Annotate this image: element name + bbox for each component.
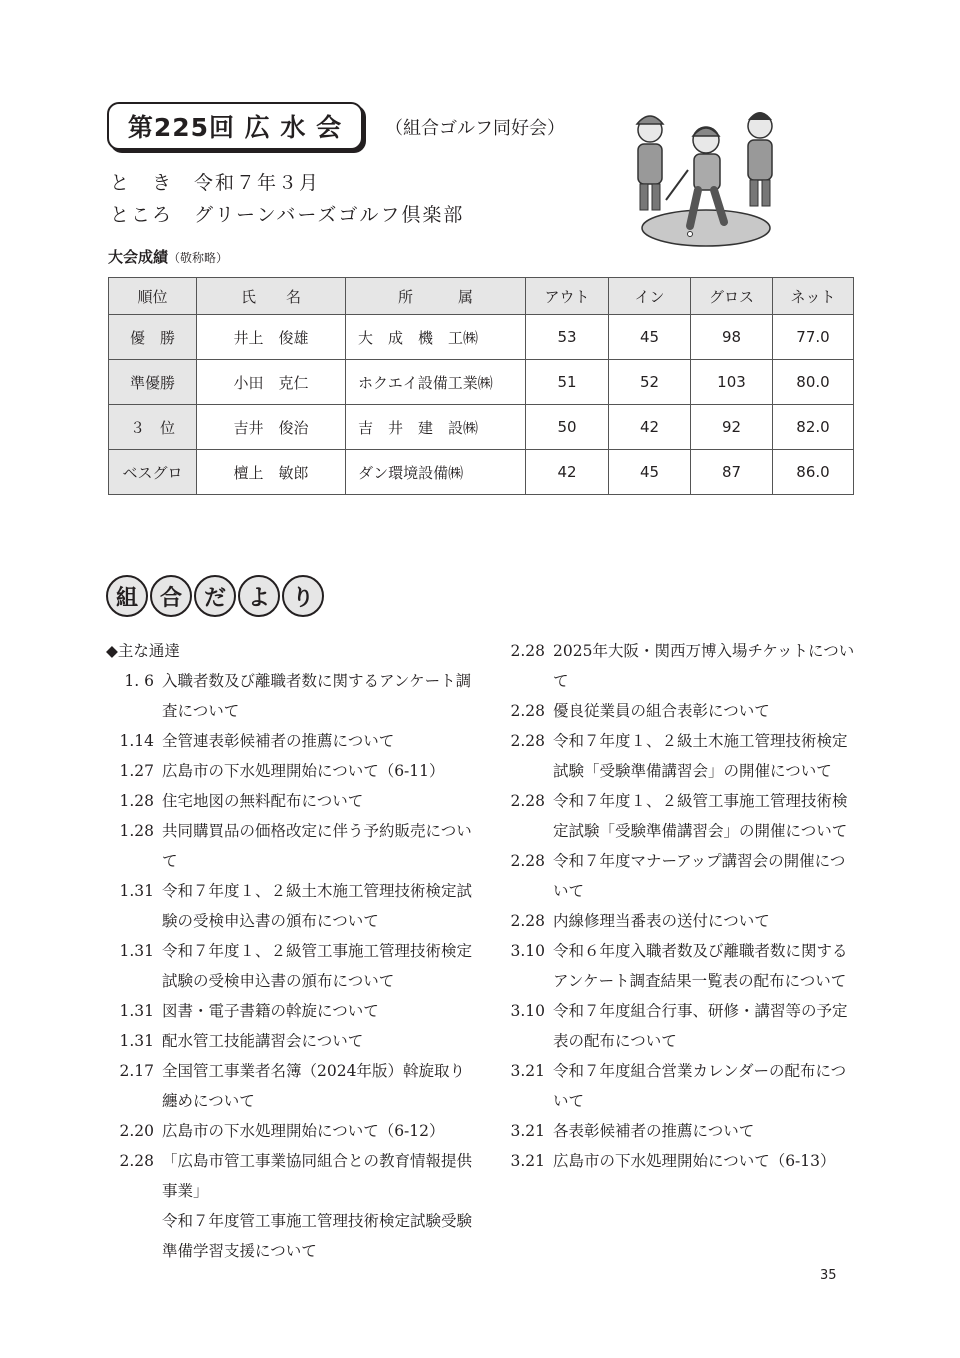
list-item <box>106 936 476 996</box>
section-title-char: り <box>282 575 324 617</box>
org-cell: 吉 井 建 設㈱ <box>346 405 526 450</box>
table-row <box>109 405 854 450</box>
golf-illustration-icon <box>628 100 778 250</box>
list-item <box>106 1146 476 1206</box>
column-header: ネット <box>773 278 854 315</box>
list-item <box>106 786 476 816</box>
gross-cell: 87 <box>691 450 773 495</box>
notice-date: 1.31 <box>119 882 154 900</box>
org-cell: ホクエイ設備工業㈱ <box>346 360 526 405</box>
notice-date <box>106 1206 162 1266</box>
list-item <box>497 936 857 996</box>
notice-date: 1.28 <box>119 792 154 810</box>
notice-text: 各表彰候補者の推薦について <box>553 1122 755 1140</box>
name-cell: 小田 克仁 <box>197 360 346 405</box>
table-row <box>109 315 854 360</box>
out-cell: 53 <box>526 315 609 360</box>
notice-date: 2.28 <box>510 702 545 720</box>
list-item <box>106 666 476 726</box>
where-label: ところ <box>110 204 174 226</box>
notice-text: 令和７年度組合行事、研修・講習等の予定表の配布について <box>553 1002 848 1050</box>
notice-text: 広島市の下水処理開始について（6-12） <box>162 1122 445 1140</box>
in-cell: 52 <box>609 360 691 405</box>
notice-text: 広島市の下水処理開始について（6-11） <box>162 762 445 780</box>
list-item <box>497 726 857 786</box>
rank-cell: ３ 位 <box>109 405 197 450</box>
when-label: と き <box>110 172 174 194</box>
notices-left-column <box>106 636 476 1266</box>
notice-text: 令和７年度１、２級管工事施工管理技術検定試験「受験準備講習会」の開催について <box>553 792 848 840</box>
org-cell: ダン環境設備㈱ <box>346 450 526 495</box>
results-table <box>108 277 854 495</box>
notice-date: 1.31 <box>119 942 154 960</box>
list-item <box>106 726 476 756</box>
list-item <box>106 1056 476 1116</box>
table-row <box>109 450 854 495</box>
notice-date: 2.28 <box>510 852 545 870</box>
notice-date: 2.28 <box>510 642 545 660</box>
notice-date: 3.21 <box>510 1062 545 1080</box>
notice-text: 令和７年度１、２級管工事施工管理技術検定試験の受検申込書の頒布について <box>162 942 473 990</box>
list-item <box>106 816 476 876</box>
list-item <box>106 1206 476 1266</box>
where-value: グリーンバーズゴルフ倶楽部 <box>194 204 465 226</box>
out-cell: 51 <box>526 360 609 405</box>
page-subtitle: （組合ゴルフ同好会） <box>385 118 565 139</box>
page-title: 第225回 広 水 会 <box>107 102 363 150</box>
results-heading-text: 大会成績 <box>108 248 169 266</box>
list-item <box>106 876 476 936</box>
section-title-char: よ <box>238 575 280 617</box>
column-header: 所 属 <box>346 278 526 315</box>
notice-text: 優良従業員の組合表彰について <box>553 702 770 720</box>
list-item <box>497 786 857 846</box>
list-item <box>497 696 857 726</box>
notice-text: 令和７年度１、２級土木施工管理技術検定試験「受験準備講習会」の開催について <box>553 732 848 780</box>
notice-text: 住宅地図の無料配布について <box>162 792 364 810</box>
notice-date: 2.20 <box>119 1122 154 1140</box>
table-row <box>109 360 854 405</box>
section-title <box>106 575 324 617</box>
list-item <box>497 846 857 906</box>
in-cell: 42 <box>609 405 691 450</box>
list-heading: ◆主な通達 <box>106 642 180 660</box>
notice-date: 2.17 <box>119 1062 154 1080</box>
notice-date: 1.31 <box>119 1032 154 1050</box>
net-cell: 82.0 <box>773 405 854 450</box>
column-header: アウト <box>526 278 609 315</box>
event-date <box>110 168 320 195</box>
column-header: イン <box>609 278 691 315</box>
list-item <box>497 1056 857 1116</box>
org-cell: 大 成 機 工㈱ <box>346 315 526 360</box>
notice-date: 2.28 <box>510 792 545 810</box>
rank-cell: 準優勝 <box>109 360 197 405</box>
net-cell: 80.0 <box>773 360 854 405</box>
notice-text: 内線修理当番表の送付について <box>553 912 770 930</box>
section-title-char: 合 <box>150 575 192 617</box>
list-item <box>497 636 857 696</box>
notice-text: 共同購買品の価格改定に伴う予約販売について <box>162 822 472 870</box>
gross-cell: 98 <box>691 315 773 360</box>
notice-text: 2025年大阪・関西万博入場チケットについて <box>553 642 855 690</box>
rank-cell: ベスグロ <box>109 450 197 495</box>
notice-date: 2.28 <box>510 732 545 750</box>
when-value: 令和７年３月 <box>194 172 321 194</box>
notice-text: 広島市の下水処理開始について（6-13） <box>553 1152 836 1170</box>
notice-date: 1. 6 <box>124 672 154 690</box>
notice-date: 3.21 <box>510 1122 545 1140</box>
list-item <box>106 1116 476 1146</box>
table-header-row <box>109 278 854 315</box>
notice-text: 全管連表彰候補者の推薦について <box>162 732 395 750</box>
notice-date: 1.14 <box>119 732 154 750</box>
section-title-char: だ <box>194 575 236 617</box>
page-number: 35 <box>820 1268 837 1283</box>
notice-date: 3.10 <box>510 1002 545 1020</box>
results-note: （敬称略） <box>168 251 229 265</box>
notice-date: 1.27 <box>119 762 154 780</box>
notice-date: 3.10 <box>510 942 545 960</box>
notices-right-column <box>497 636 857 1176</box>
in-cell: 45 <box>609 450 691 495</box>
list-item <box>106 996 476 1026</box>
net-cell: 77.0 <box>773 315 854 360</box>
notice-text: 令和７年度マナーアップ講習会の開催について <box>553 852 846 900</box>
gross-cell: 92 <box>691 405 773 450</box>
notice-text: 図書・電子書籍の斡旋について <box>162 1002 379 1020</box>
list-item <box>497 1146 857 1176</box>
notice-date: 1.31 <box>119 1002 154 1020</box>
notice-text: 令和７年度１、２級土木施工管理技術検定試験の受検申込書の頒布について <box>162 882 473 930</box>
list-item <box>106 756 476 786</box>
name-cell: 檀上 敏郎 <box>197 450 346 495</box>
notice-text: 令和６年度入職者数及び離職者数に関するアンケート調査結果一覧表の配布について <box>553 942 848 990</box>
list-item <box>106 1026 476 1056</box>
notice-text: 入職者数及び離職者数に関するアンケート調査について <box>162 672 472 720</box>
event-place <box>110 200 464 227</box>
list-item <box>497 1116 857 1146</box>
name-cell: 井上 俊雄 <box>197 315 346 360</box>
in-cell: 45 <box>609 315 691 360</box>
notice-date: 2.28 <box>510 912 545 930</box>
rank-cell: 優 勝 <box>109 315 197 360</box>
name-cell: 吉井 俊治 <box>197 405 346 450</box>
notice-text: 「広島市管工事業協同組合との教育情報提供事業」 <box>162 1152 473 1200</box>
net-cell: 86.0 <box>773 450 854 495</box>
column-header: 氏 名 <box>197 278 346 315</box>
notice-text: 令和７年度管工事施工管理技術検定試験受験準備学習支援について <box>162 1212 473 1260</box>
column-header: グロス <box>691 278 773 315</box>
list-item <box>497 906 857 936</box>
results-heading <box>108 246 228 267</box>
out-cell: 42 <box>526 450 609 495</box>
notice-date: 3.21 <box>510 1152 545 1170</box>
out-cell: 50 <box>526 405 609 450</box>
list-item <box>497 996 857 1056</box>
notice-text: 全国管工事業者名簿（2024年版）斡旋取り纏めについて <box>162 1062 465 1110</box>
gross-cell: 103 <box>691 360 773 405</box>
notice-text: 令和７年度組合営業カレンダーの配布について <box>553 1062 847 1110</box>
notice-text: 配水管工技能講習会について <box>162 1032 364 1050</box>
notice-date: 2.28 <box>119 1152 154 1170</box>
column-header: 順位 <box>109 278 197 315</box>
section-title-char: 組 <box>106 575 148 617</box>
notice-date: 1.28 <box>119 822 154 840</box>
